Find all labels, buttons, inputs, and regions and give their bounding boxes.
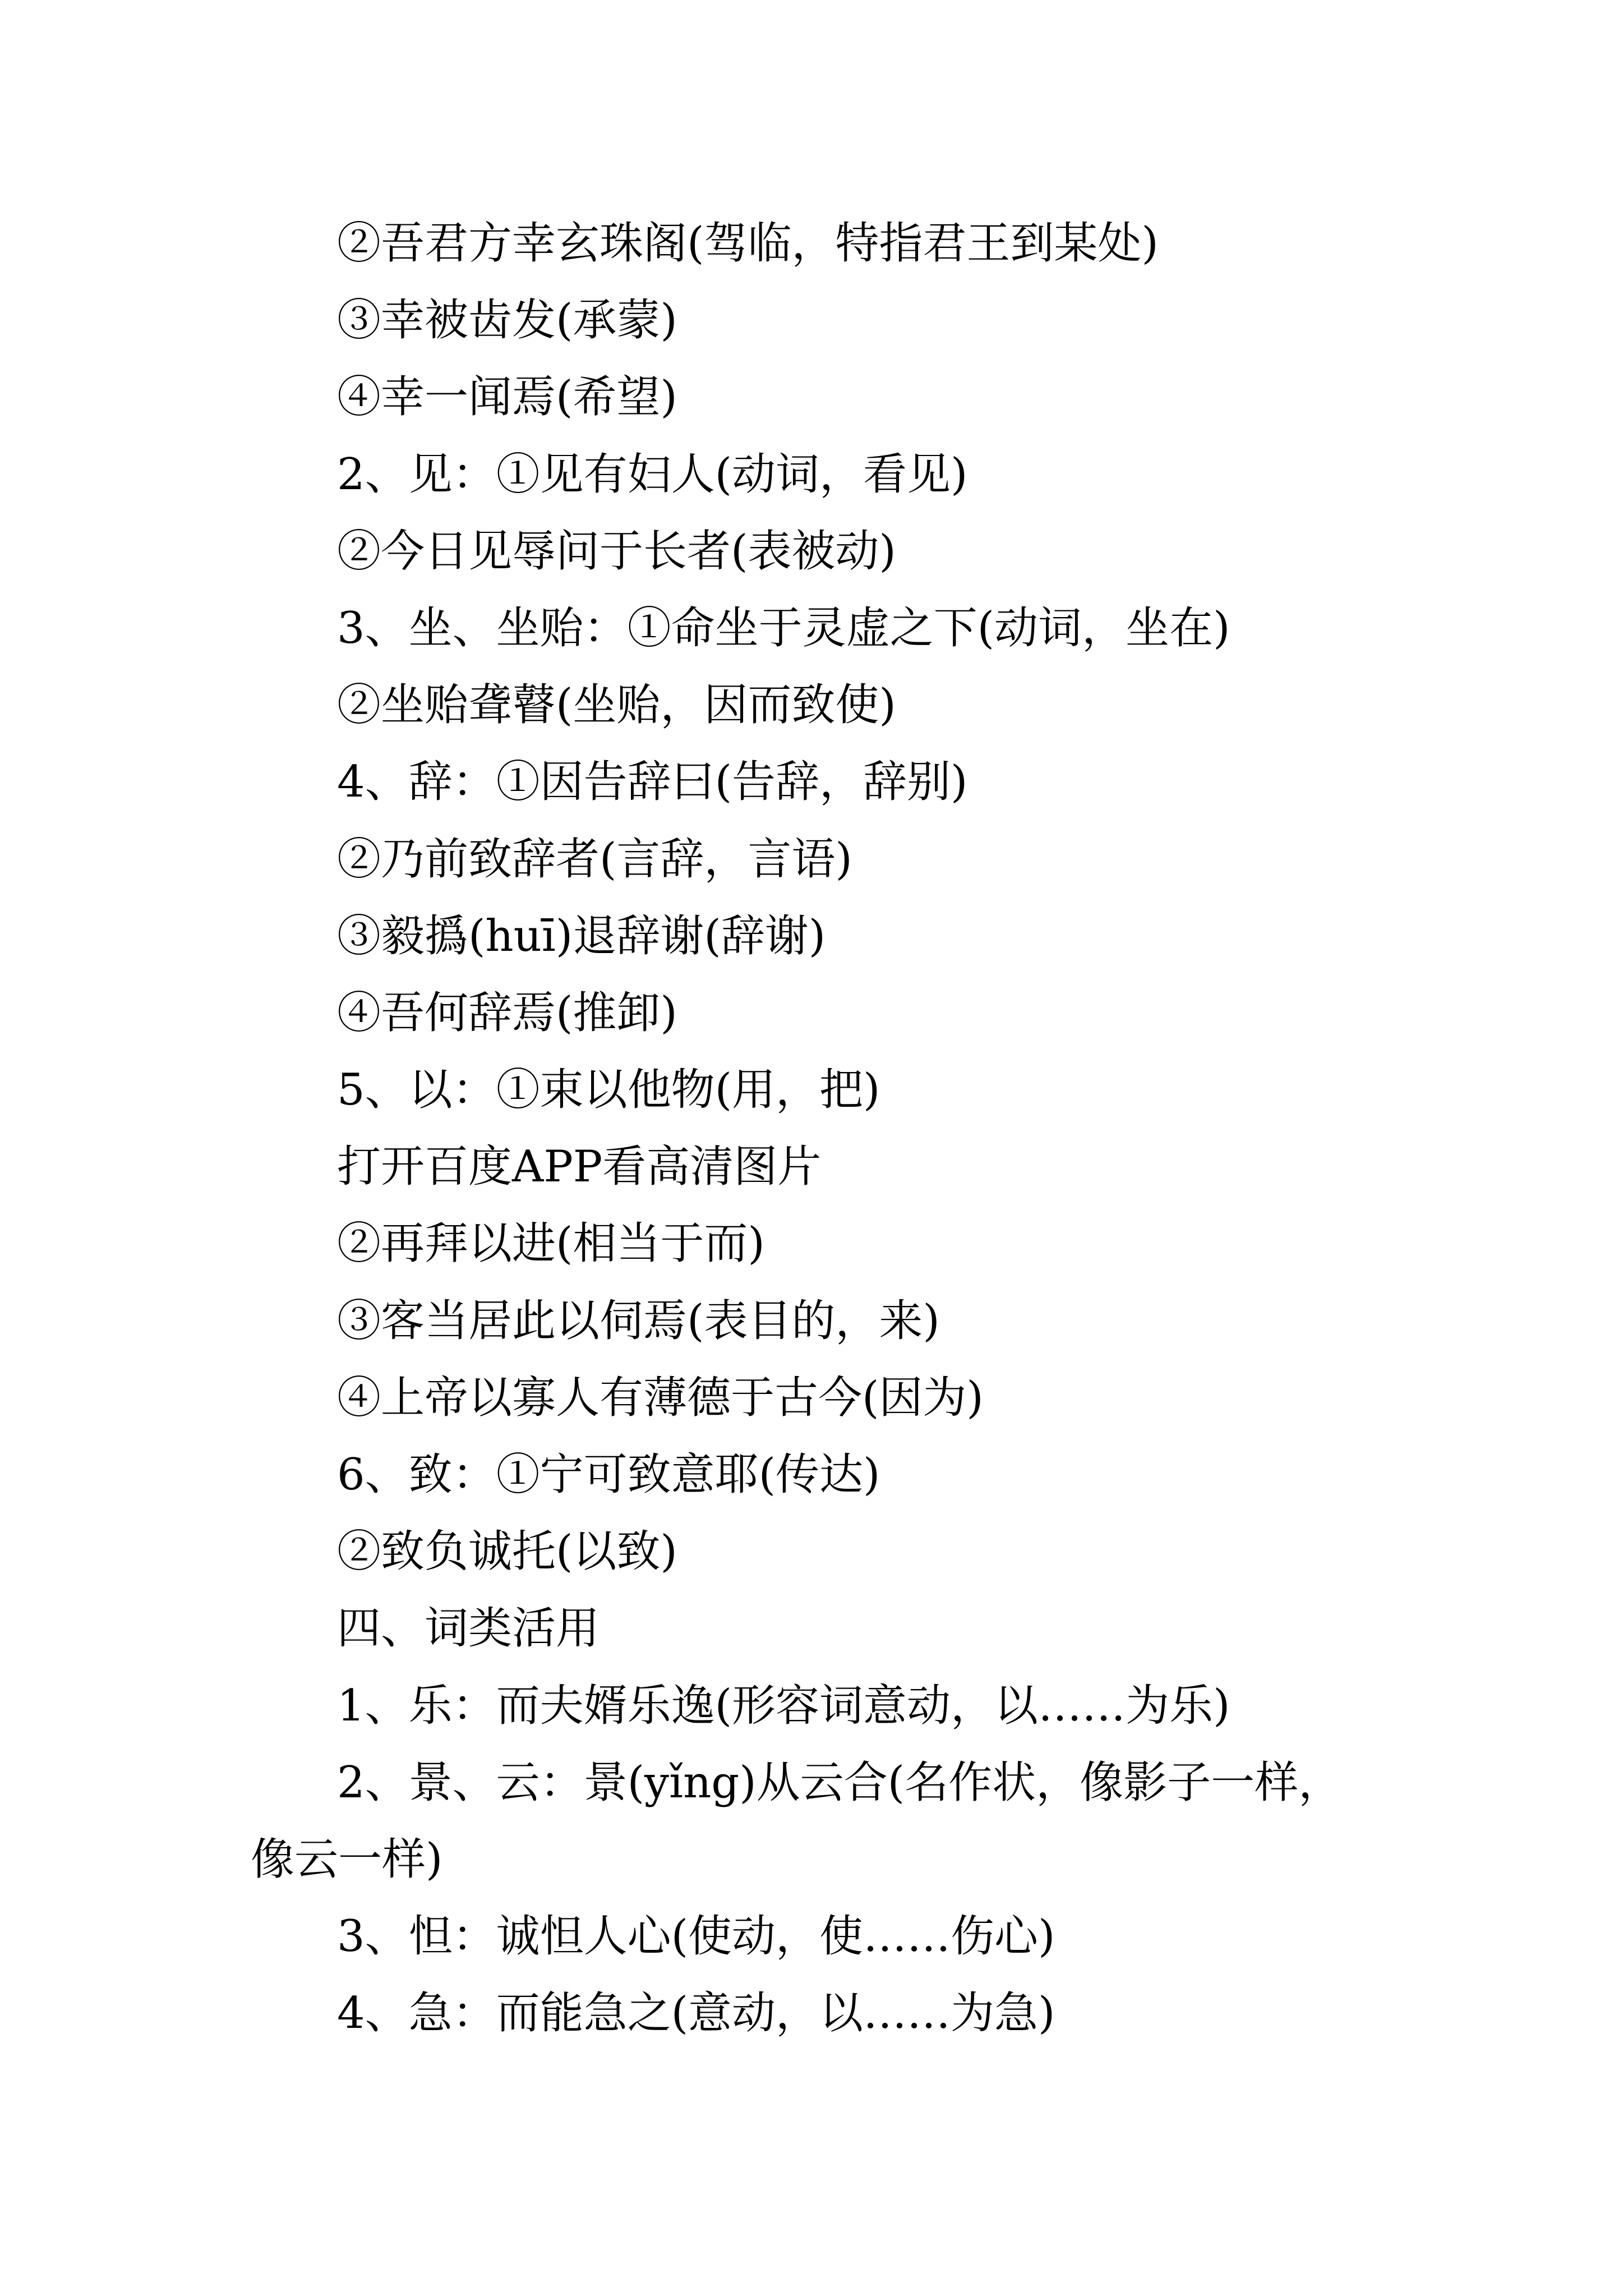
text-line: 3、坐、坐贻：①命坐于灵虚之下(动词，坐在) — [337, 602, 1230, 654]
text-line: ②乃前致辞者(言辞，言语) — [337, 834, 852, 885]
section-heading: 四、词类活用 — [337, 1603, 600, 1654]
text-line: 5、以：①束以他物(用，把) — [337, 1065, 880, 1116]
text-line: 1、乐：而夫婿乐逸(形容词意动，以……为乐) — [337, 1680, 1230, 1731]
text-line: ④吾何辞焉(推卸) — [337, 987, 677, 1038]
text-line: ②再拜以进(相当于而) — [337, 1218, 765, 1269]
text-line: ②坐贻聋瞽(坐贻，因而致使) — [337, 680, 896, 731]
text-line: ②吾君方幸玄珠阁(驾临，特指君王到某处) — [337, 218, 1159, 269]
text-line: 2、景、云：景(yǐng)从云合(名作状，像影子一样， — [337, 1757, 1343, 1808]
text-line: ④上帝以寡人有薄德于古今(因为) — [337, 1372, 984, 1423]
text-line: ③毅撝(huī)退辞谢(辞谢) — [337, 910, 826, 961]
text-line: ②今日见辱问于长者(表被动) — [337, 526, 896, 577]
document-body — [251, 205, 1406, 2053]
text-line: ③客当居此以伺焉(表目的，来) — [337, 1295, 940, 1346]
text-line: ④幸一闻焉(希望) — [337, 372, 677, 423]
text-line: 3、怛：诚怛人心(使动，使……伤心) — [337, 1911, 1055, 1962]
text-line-continuation: 像云一样) — [251, 1834, 443, 1885]
text-line: ③幸被齿发(承蒙) — [337, 295, 677, 346]
baidu-app-note: 打开百度APP看高清图片 — [337, 1142, 822, 1193]
text-line: 6、致：①宁可致意耶(传达) — [337, 1450, 880, 1500]
text-line: 2、见：①见有妇人(动词，看见) — [337, 449, 968, 500]
text-line: 4、辞：①因告辞曰(告辞，辞别) — [337, 757, 968, 808]
text-line: ②致负诚托(以致) — [337, 1526, 677, 1577]
text-line: 4、急：而能急之(意动，以……为急) — [337, 1988, 1055, 2039]
